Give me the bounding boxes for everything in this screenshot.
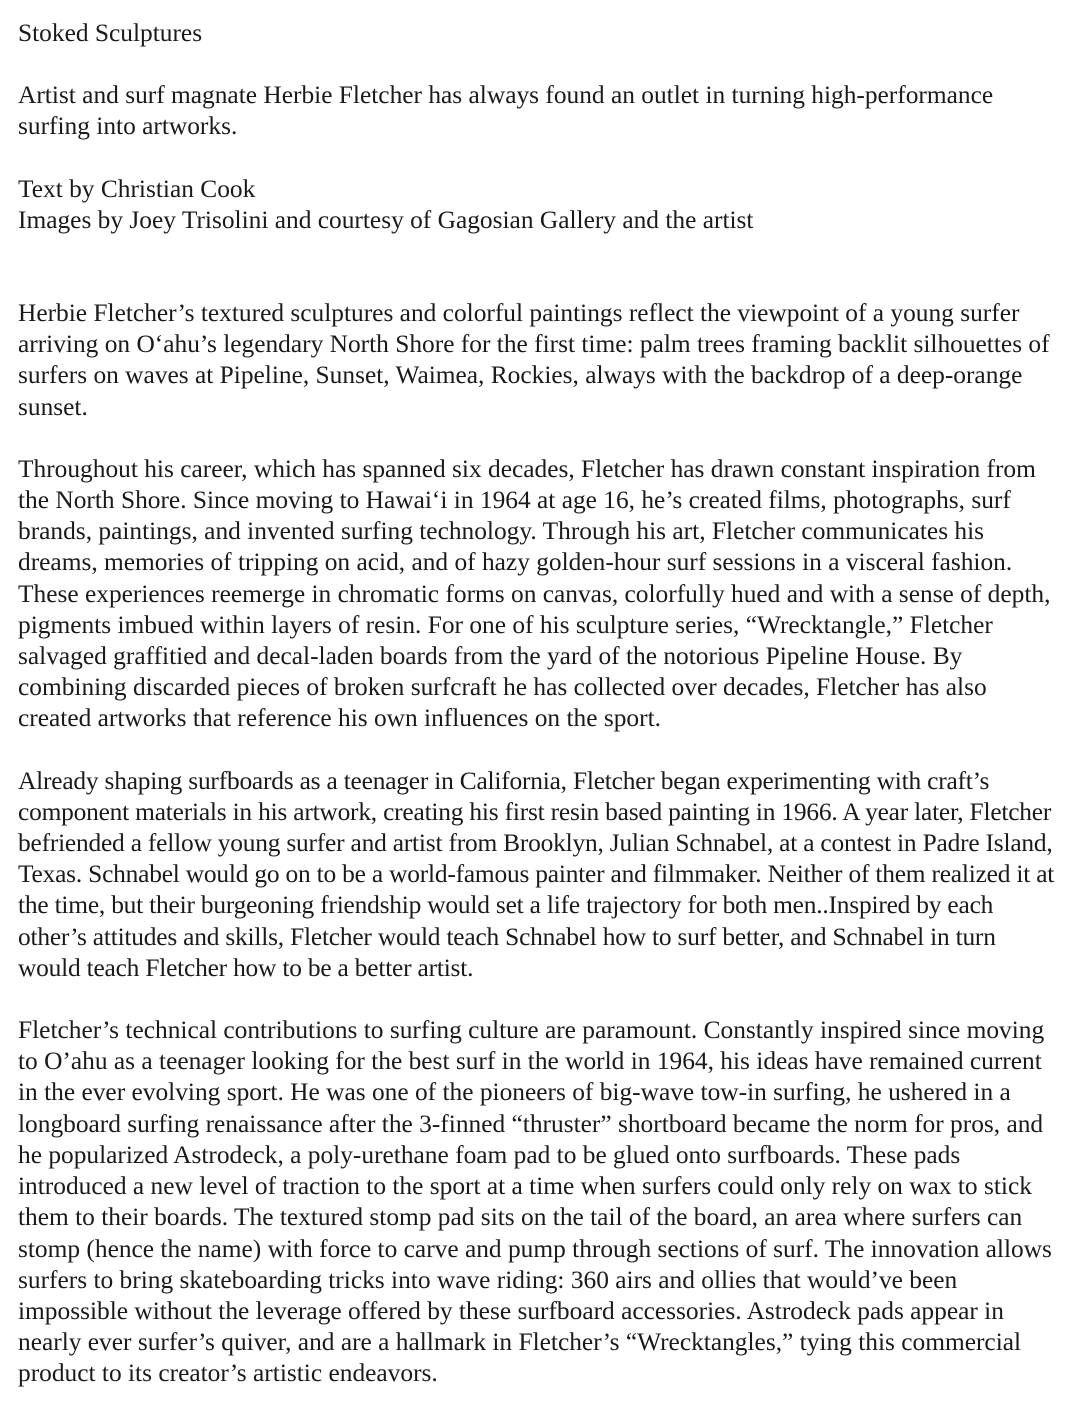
images-credit: Images by Joey Trisolini and courtesy of Gagosian Gallery and the artist [18,205,754,234]
body-paragraph-3: Already shaping surfboards as a teenager in California, Fletcher began experimenting with craft’s component materials in his artwork, creating his first resin based painting in 1966. A year later, Fletcher befriended a fellow young surfer and artist from Brooklyn, Julian Schnabel, at a contest in Padre Island, Texas. Schnabel would go on to be a world-famous painter and filmmaker. Neither of them realized it at the time, but their burgeoning friendship would set a life trajectory for both men..Inspired by each other’s attitudes and skills, Fletcher would teach Schnabel how to surf better, and Schnabel in turn would teach Fletcher how to be a better artist. [18,766,1055,982]
article-body [18,298,1058,1390]
article-title: Stoked Sculptures [18,19,203,47]
body-paragraph-2: Throughout his career, which has spanned six decades, Fletcher has drawn constant inspiration from the North Shore. Since moving to Hawai‘i in 1964 at age 16, he’s created films, photographs, surf brands, paintings, and invented surfing technology. Through his art, Fletcher communicates his dreams, memories of tripping on acid, and of hazy golden-hour surf sessions in a visceral fashion. These experiences reemerge in chromatic forms on canvas, colorfully hued and with a sense of depth, pigments imbued within layers of resin. For one of his sculpture series, “Wrecktangle,” Fletcher salvaged graffitied and decal-laden boards from the yard of the notorious Pipeline House. By combining discarded pieces of broken surfcraft he has collected over decades, Fletcher has also created artworks that reference his own influences on the sport. [18,454,1051,733]
article-credits [18,174,1058,236]
body-paragraph-4: Fletcher’s technical contributions to surfing culture are paramount. Constantly inspired since moving to O’ahu as a teenager looking for the best surf in the world in 1964, his ideas have remained current in the ever evolving sport. He was one of the pioneers of big-wave tow-in surfing, he ushered in a longboard surfing renaissance after the 3-finned “thruster” shortboard became the norm for pros, and he popularized Astrodeck, a poly-urethane foam pad to be glued onto surfboards. These pads introduced a new level of traction to the sport at a time when surfers could only rely on wax to stick them to their boards. The textured stomp pad sits on the tail of the board, an area where surfers can stomp (hence the name) with force to carve and pump through sections of surf. The innovation allows surfers to bring skateboarding tricks into wave riding: 360 airs and ollies that would’ve been impossible without the leverage offered by these surfboard accessories. Astrodeck pads appear in nearly ever surfer’s quiver, and are a hallmark in Fletcher’s “Wrecktangles,” tying this commercial product to its creator’s artistic endeavors. [18,1016,1052,1388]
body-paragraph-1: Herbie Fletcher’s textured sculptures and colorful paintings reflect the viewpoint of a young surfer arriving on O‘ahu’s legendary North Shore for the first time: palm trees framing backlit silhouettes of surfers on waves at Pipeline, Sunset, Waimea, Rockies, always with the backdrop of a deep-orange sunset. [18,299,1050,421]
article-dek: Artist and surf magnate Herbie Fletcher has always found an outlet in turning high-performance surfing into artworks. [18,81,994,141]
text-credit: Text by Christian Cook [18,174,256,203]
article [18,18,1058,1390]
